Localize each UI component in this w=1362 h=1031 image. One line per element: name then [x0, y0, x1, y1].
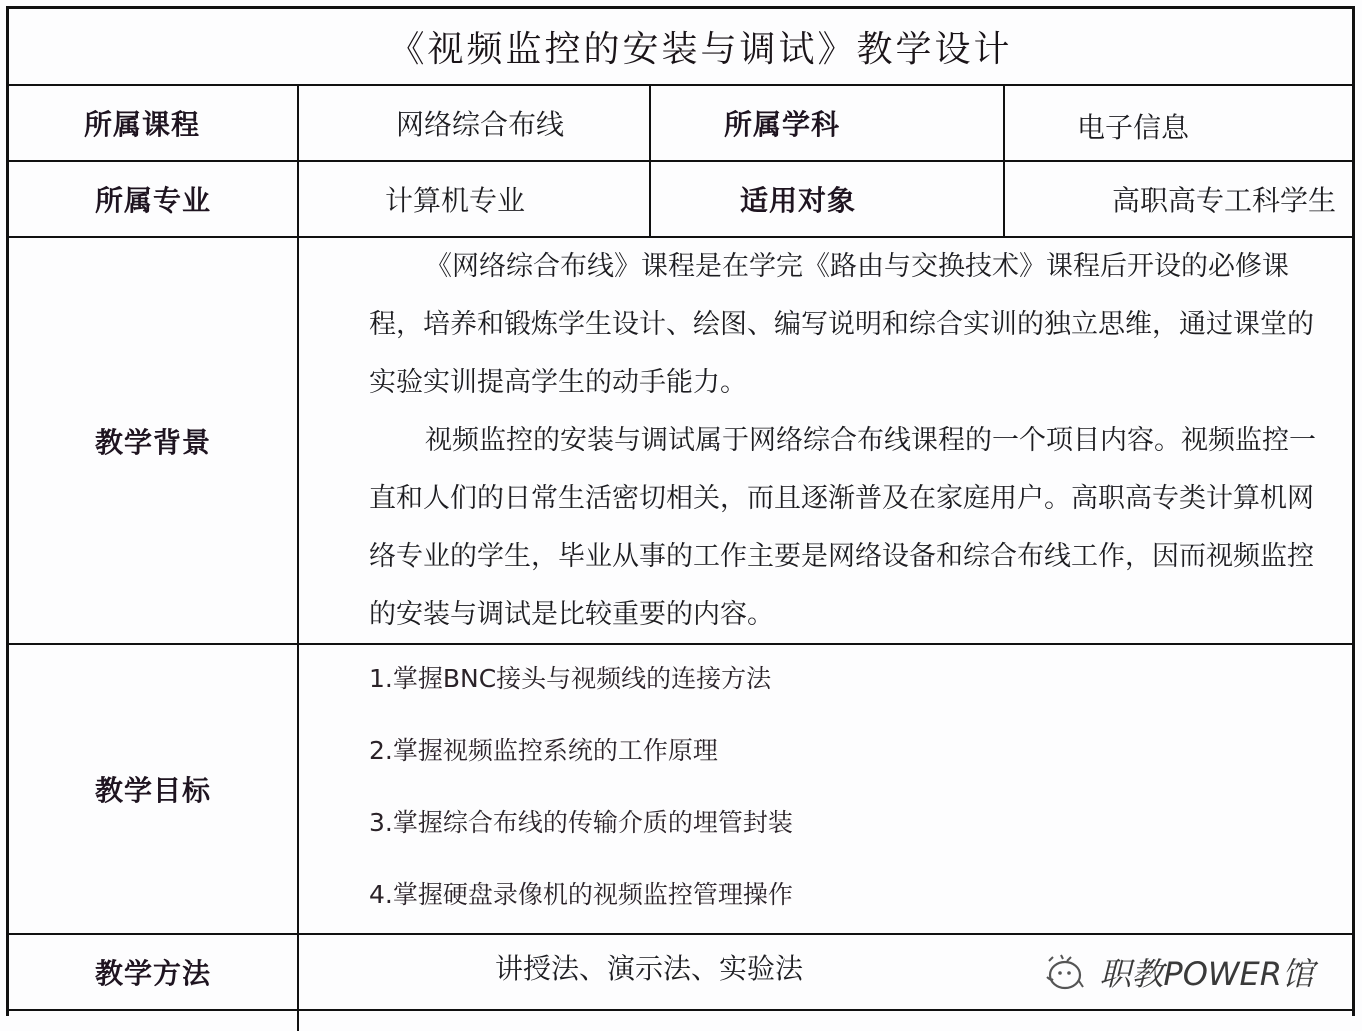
- objectives-row: [9, 645, 1352, 935]
- background-content: [369, 238, 1326, 643]
- background-paragraph-1: 《网络综合布线》课程是在学完《路由与交换技术》课程后开设的必修课程，培养和锻炼学生设计、绘图、编写说明和综合实训的独立思维，通过课堂的实验实训提高学生的动手能力。: [369, 251, 1314, 398]
- background-paragraph-2: 视频监控的安装与调试属于网络综合布线课程的一个项目内容。视频监控一直和人们的日常生活密切相关，而且逐渐普及在家庭用户。高职高专类计算机网络专业的学生，毕业从事的工作主要是网络设备和综合布线工作，因而视频监控的安装与调试是比较重要的内容。: [369, 425, 1316, 630]
- watermark: [1041, 935, 1314, 1009]
- methods-value: 讲授法、演示法、实验法: [495, 952, 804, 985]
- lesson-plan-table: [6, 6, 1355, 1016]
- course-value: 网络综合布线: [395, 108, 564, 141]
- audience-label: 适用对象: [739, 184, 856, 217]
- background-row: [9, 238, 1352, 645]
- methods-row: [9, 935, 1352, 1011]
- info-row-major: [9, 162, 1352, 238]
- watermark-text: 职教POWER馆: [1099, 955, 1314, 993]
- objectives-label: 教学目标: [94, 774, 211, 807]
- objective-item: 3.掌握综合布线的传输介质的埋管封装: [369, 808, 793, 837]
- objective-item: 1.掌握BNC接头与视频线的连接方法: [369, 664, 772, 693]
- document-title: 《视频监控的安装与调试》教学设计: [388, 29, 1013, 70]
- subject-value: 电子信息: [1077, 111, 1190, 144]
- divider: [297, 1011, 299, 1031]
- divider: [297, 238, 299, 643]
- subject-label: 所属学科: [723, 108, 840, 141]
- divider: [297, 935, 299, 1009]
- objective-item: 2.掌握视频监控系统的工作原理: [369, 736, 718, 765]
- objective-item: 4.掌握硬盘录像机的视频监控管理操作: [369, 880, 793, 909]
- major-label: 所属专业: [94, 184, 211, 217]
- title-row: [9, 9, 1352, 86]
- major-value: 计算机专业: [384, 184, 525, 217]
- methods-label: 教学方法: [94, 957, 211, 990]
- course-label: 所属课程: [83, 108, 200, 141]
- wechat-icon: [1041, 951, 1087, 993]
- next-row-stub: [9, 1011, 1352, 1031]
- divider: [297, 645, 299, 933]
- info-row-course: [9, 86, 1352, 162]
- audience-value: 高职高专工科学生: [1111, 184, 1336, 217]
- background-label: 教学背景: [94, 425, 211, 459]
